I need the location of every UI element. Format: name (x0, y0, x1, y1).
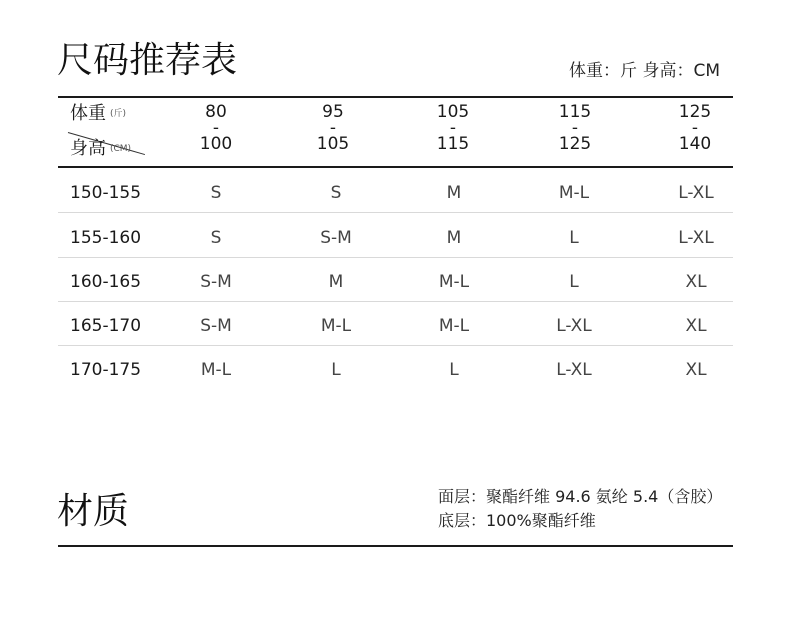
weight-column-header: 80 - 100 (199, 102, 233, 154)
weight-axis-label: 体重 (斤) (70, 103, 127, 124)
size-cell: M-L (558, 183, 590, 203)
size-cell: M-L (438, 272, 470, 292)
weight-column-header: 95 - 105 (316, 102, 350, 154)
size-cell: L-XL (556, 360, 592, 380)
size-cell: XL (685, 360, 707, 380)
row-divider (58, 257, 733, 258)
material-title: 材质 (57, 491, 130, 532)
size-cell: M-L (438, 316, 470, 336)
size-cell: S-M (320, 228, 352, 248)
size-cell: S (210, 183, 222, 203)
size-cell: M-L (200, 360, 232, 380)
size-cell: M (328, 272, 344, 292)
size-cell: L (449, 360, 459, 380)
size-cell: M (446, 183, 462, 203)
height-row-label: 170-175 (70, 360, 142, 380)
height-row-label: 155-160 (70, 228, 142, 248)
size-cell: L (569, 272, 579, 292)
size-cell: M-L (320, 316, 352, 336)
size-cell: XL (685, 316, 707, 336)
size-cell: S (330, 183, 342, 203)
size-cell: L-XL (556, 316, 592, 336)
row-divider (58, 301, 733, 302)
table-top-rule (58, 96, 733, 98)
weight-column-header: 125 - 140 (678, 102, 712, 154)
size-cell: L-XL (678, 228, 714, 248)
size-cell: L-XL (678, 183, 714, 203)
size-cell: S-M (200, 316, 232, 336)
size-cell: L (569, 228, 579, 248)
size-cell: XL (685, 272, 707, 292)
height-row-label: 150-155 (70, 183, 142, 203)
header-corner-cell (58, 99, 150, 165)
row-divider (58, 212, 733, 213)
material-outer-layer: 面层：聚酯纤维 94.6 氨纶 5.4（含胶） (438, 487, 723, 506)
weight-column-header: 115 - 125 (558, 102, 592, 154)
size-cell: L (331, 360, 341, 380)
size-cell: M (446, 228, 462, 248)
header-bottom-rule (58, 166, 733, 168)
size-cell: S-M (200, 272, 232, 292)
weight-column-header: 105 - 115 (436, 102, 470, 154)
row-divider (58, 345, 733, 346)
units-note: 体重：斤 身高：CM (569, 61, 720, 81)
height-row-label: 160-165 (70, 272, 142, 292)
height-row-label: 165-170 (70, 316, 142, 336)
material-lining-layer: 底层：100%聚酯纤维 (438, 511, 596, 530)
height-axis-label: 身高 (CM) (70, 138, 132, 159)
material-bottom-rule (58, 545, 733, 547)
size-cell: S (210, 228, 222, 248)
page-title: 尺码推荐表 (57, 40, 238, 81)
